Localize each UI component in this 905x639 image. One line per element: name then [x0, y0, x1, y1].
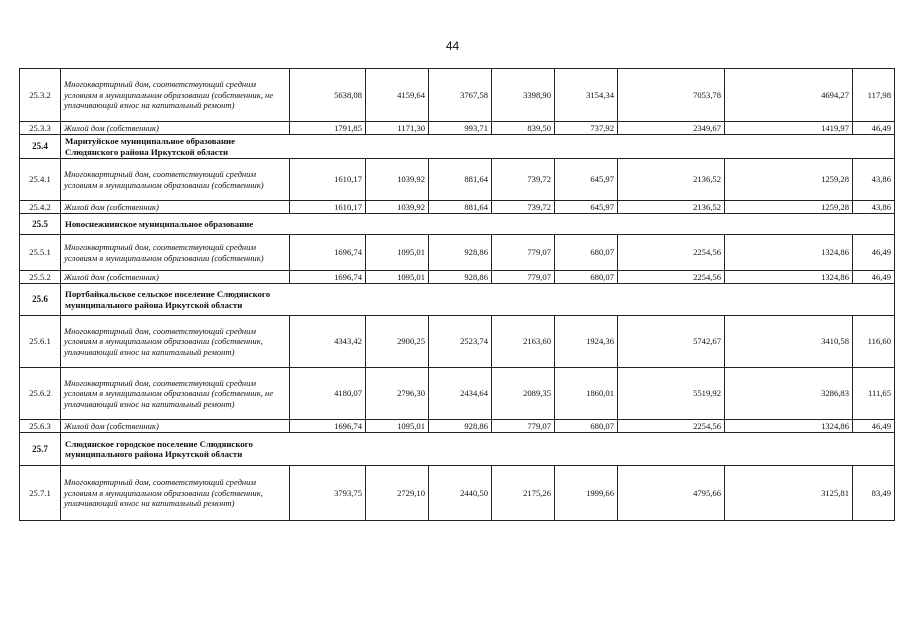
- row-description: Многоквартирный дом, соответствующий средним условиям в муниципальном образовании (собственник): [61, 159, 290, 201]
- value-cell: 839,50: [492, 122, 555, 135]
- value-cell: 680,07: [555, 420, 618, 433]
- row-code: 25.5: [20, 214, 61, 235]
- value-cell: 1095,01: [366, 420, 429, 433]
- row-description: Многоквартирный дом, соответствующий средним условиям в муниципальном образовании (собственник, не уплачивающий взнос на капитальный ремонт): [61, 69, 290, 122]
- section-title: Портбайкальское сельское поселение Слюдянского муниципального района Иркутской области: [61, 284, 290, 316]
- value-cell: 3793,75: [290, 466, 366, 521]
- value-cell: 3125,81: [725, 466, 853, 521]
- row-code: 25.6.1: [20, 316, 61, 368]
- value-cell: 1924,36: [555, 316, 618, 368]
- value-cell: 779,07: [492, 235, 555, 271]
- value-cell: 928,86: [429, 420, 492, 433]
- value-cell: 2729,10: [366, 466, 429, 521]
- value-cell: 2349,67: [618, 122, 725, 135]
- row-description: Многоквартирный дом, соответствующий средним условиям в муниципальном образовании (собственник, не уплачивающий взнос на капитальный ремонт): [61, 368, 290, 420]
- value-cell: 1610,17: [290, 159, 366, 201]
- section-empty-cell: [290, 214, 895, 235]
- value-cell: 43,86: [853, 201, 895, 214]
- page-number: 44: [445, 39, 460, 53]
- row-code: 25.5.2: [20, 271, 61, 284]
- value-cell: 779,07: [492, 420, 555, 433]
- value-cell: 2163,60: [492, 316, 555, 368]
- value-cell: 3154,34: [555, 69, 618, 122]
- section-row: [20, 284, 895, 316]
- value-cell: 4795,66: [618, 466, 725, 521]
- value-cell: 5519,92: [618, 368, 725, 420]
- row-code: 25.7.1: [20, 466, 61, 521]
- value-cell: 117,98: [853, 69, 895, 122]
- value-cell: 3398,90: [492, 69, 555, 122]
- row-code: 25.6: [20, 284, 61, 316]
- value-cell: 1324,86: [725, 420, 853, 433]
- table-row: [20, 159, 895, 201]
- value-cell: 993,71: [429, 122, 492, 135]
- value-cell: 46,49: [853, 271, 895, 284]
- row-description: Многоквартирный дом, соответствующий средним условиям в муниципальном образовании (собственник, уплачивающий взнос на капитальный ремонт): [61, 466, 290, 521]
- value-cell: 928,86: [429, 235, 492, 271]
- row-description: Жилой дом (собственник): [61, 122, 290, 135]
- tariff-table: [19, 68, 895, 521]
- value-cell: 4180,07: [290, 368, 366, 420]
- row-description: Жилой дом (собственник): [61, 271, 290, 284]
- value-cell: 645,97: [555, 159, 618, 201]
- section-title: Новоснежнинское муниципальное образование: [61, 214, 290, 235]
- table-body: [20, 69, 895, 521]
- section-row: [20, 214, 895, 235]
- value-cell: 7053,78: [618, 69, 725, 122]
- value-cell: 1095,01: [366, 235, 429, 271]
- value-cell: 1259,28: [725, 159, 853, 201]
- value-cell: 1039,92: [366, 159, 429, 201]
- section-empty-cell: [290, 284, 895, 316]
- row-code: 25.5.1: [20, 235, 61, 271]
- value-cell: 4694,27: [725, 69, 853, 122]
- value-cell: 1791,85: [290, 122, 366, 135]
- value-cell: 2440,50: [429, 466, 492, 521]
- value-cell: 1324,86: [725, 235, 853, 271]
- section-empty-cell: [290, 135, 895, 159]
- value-cell: 739,72: [492, 201, 555, 214]
- table-row: [20, 316, 895, 368]
- value-cell: 43,86: [853, 159, 895, 201]
- value-cell: 1860,01: [555, 368, 618, 420]
- row-code: 25.7: [20, 433, 61, 466]
- table-row: [20, 466, 895, 521]
- row-code: 25.4: [20, 135, 61, 159]
- table-row: [20, 420, 895, 433]
- table-row: [20, 235, 895, 271]
- row-code: 25.6.3: [20, 420, 61, 433]
- row-description: Многоквартирный дом, соответствующий средним условиям в муниципальном образовании (собственник): [61, 235, 290, 271]
- value-cell: 1259,28: [725, 201, 853, 214]
- section-row: [20, 135, 895, 159]
- row-code: 25.3.3: [20, 122, 61, 135]
- table-row: [20, 271, 895, 284]
- section-row: [20, 433, 895, 466]
- table-row: [20, 368, 895, 420]
- value-cell: 1324,86: [725, 271, 853, 284]
- row-description: Многоквартирный дом, соответствующий средним условиям в муниципальном образовании (собственник, уплачивающий взнос на капитальный ремонт): [61, 316, 290, 368]
- value-cell: 2254,56: [618, 420, 725, 433]
- value-cell: 3767,58: [429, 69, 492, 122]
- value-cell: 2434,64: [429, 368, 492, 420]
- value-cell: 2136,52: [618, 159, 725, 201]
- value-cell: 881,64: [429, 159, 492, 201]
- table-row: [20, 69, 895, 122]
- value-cell: 1610,17: [290, 201, 366, 214]
- value-cell: 2254,56: [618, 235, 725, 271]
- section-empty-cell: [290, 433, 895, 466]
- row-code: 25.4.1: [20, 159, 61, 201]
- value-cell: 4343,42: [290, 316, 366, 368]
- value-cell: 2796,30: [366, 368, 429, 420]
- value-cell: 779,07: [492, 271, 555, 284]
- row-description: Жилой дом (собственник): [61, 201, 290, 214]
- section-title: Маритуйское муниципальное образование Слюдянского района Иркутской области: [61, 135, 290, 159]
- value-cell: 116,60: [853, 316, 895, 368]
- row-description: Жилой дом (собственник): [61, 420, 290, 433]
- section-title: Слюдянское городское поселение Слюдянского муниципального района Иркутской области: [61, 433, 290, 466]
- value-cell: 46,49: [853, 235, 895, 271]
- value-cell: 680,07: [555, 271, 618, 284]
- value-cell: 1039,92: [366, 201, 429, 214]
- value-cell: 83,49: [853, 466, 895, 521]
- value-cell: 1171,30: [366, 122, 429, 135]
- value-cell: 111,65: [853, 368, 895, 420]
- value-cell: 1696,74: [290, 235, 366, 271]
- value-cell: 2089,35: [492, 368, 555, 420]
- value-cell: 645,97: [555, 201, 618, 214]
- value-cell: 5638,08: [290, 69, 366, 122]
- value-cell: 2900,25: [366, 316, 429, 368]
- value-cell: 737,92: [555, 122, 618, 135]
- value-cell: 4159,64: [366, 69, 429, 122]
- value-cell: 881,64: [429, 201, 492, 214]
- table-row: [20, 122, 895, 135]
- value-cell: 2175,26: [492, 466, 555, 521]
- value-cell: 2136,52: [618, 201, 725, 214]
- value-cell: 46,49: [853, 420, 895, 433]
- value-cell: 1696,74: [290, 271, 366, 284]
- value-cell: 3410,58: [725, 316, 853, 368]
- value-cell: 1999,66: [555, 466, 618, 521]
- value-cell: 739,72: [492, 159, 555, 201]
- value-cell: 2523,74: [429, 316, 492, 368]
- row-code: 25.4.2: [20, 201, 61, 214]
- value-cell: 1419,97: [725, 122, 853, 135]
- row-code: 25.6.2: [20, 368, 61, 420]
- value-cell: 1095,01: [366, 271, 429, 284]
- value-cell: 5742,67: [618, 316, 725, 368]
- value-cell: 46,49: [853, 122, 895, 135]
- value-cell: 3286,83: [725, 368, 853, 420]
- value-cell: 680,07: [555, 235, 618, 271]
- value-cell: 2254,56: [618, 271, 725, 284]
- row-code: 25.3.2: [20, 69, 61, 122]
- table-row: [20, 201, 895, 214]
- value-cell: 928,86: [429, 271, 492, 284]
- value-cell: 1696,74: [290, 420, 366, 433]
